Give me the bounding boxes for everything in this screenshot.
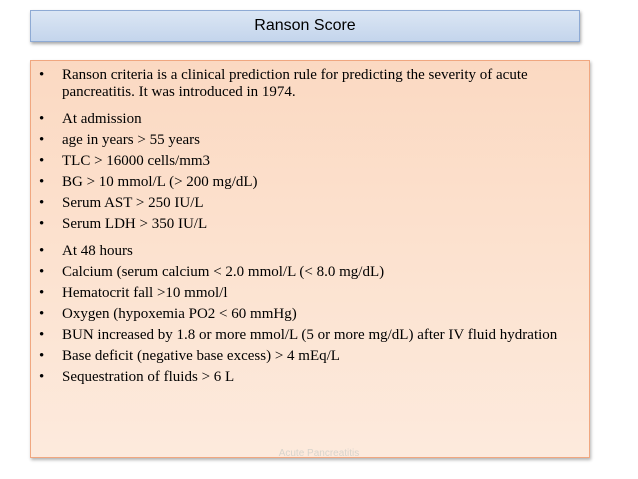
item-text: BG > 10 mmol/L (> 200 mg/dL) bbox=[62, 174, 258, 190]
item-text: At admission bbox=[62, 111, 142, 127]
content-box bbox=[30, 60, 590, 458]
bullet-icon: • bbox=[39, 195, 45, 211]
bullet-icon: • bbox=[39, 348, 45, 364]
item-text: Calcium (serum calcium < 2.0 mmol/L (< 8.0 mg/dL) bbox=[62, 264, 385, 280]
item-text: BUN increased by 1.8 or more mmol/L (5 or more mg/dL) after IV fluid hydration bbox=[62, 327, 558, 343]
list-item bbox=[39, 216, 579, 233]
bullet-icon: • bbox=[39, 111, 45, 127]
list-item bbox=[39, 67, 579, 101]
slide-title: Ranson Score bbox=[30, 10, 580, 42]
list-item bbox=[39, 369, 579, 386]
list-item bbox=[39, 153, 579, 170]
item-text: Serum LDH > 350 IU/L bbox=[62, 216, 208, 232]
bullet-icon: • bbox=[39, 327, 45, 343]
item-text: Serum AST > 250 IU/L bbox=[62, 195, 204, 211]
bullet-icon: • bbox=[39, 243, 45, 259]
item-text: Hematocrit fall >10 mmol/l bbox=[62, 285, 228, 301]
item-text: Ranson criteria is a clinical prediction rule for predicting the severity of acute pancreatitis. It was introduced in 1974. bbox=[62, 67, 528, 100]
bullet-icon: • bbox=[39, 174, 45, 190]
item-text: TLC > 16000 cells/mm3 bbox=[62, 153, 211, 169]
48-hours-group bbox=[39, 243, 579, 386]
list-item bbox=[39, 348, 579, 365]
item-text: Sequestration of fluids > 6 L bbox=[62, 369, 235, 385]
item-text: Oxygen (hypoxemia PO2 < 60 mmHg) bbox=[62, 306, 297, 322]
list-item bbox=[39, 174, 579, 191]
list-item bbox=[39, 285, 579, 302]
list-item bbox=[39, 111, 579, 128]
list-item bbox=[39, 243, 579, 260]
list-item bbox=[39, 195, 579, 212]
bullet-icon: • bbox=[39, 67, 45, 83]
item-text: At 48 hours bbox=[62, 243, 133, 259]
bullet-icon: • bbox=[39, 132, 45, 148]
list-item bbox=[39, 306, 579, 323]
bullet-icon: • bbox=[39, 264, 45, 280]
bullet-icon: • bbox=[39, 369, 45, 385]
intro-group bbox=[39, 67, 579, 101]
item-text: age in years > 55 years bbox=[62, 132, 200, 148]
bullet-icon: • bbox=[39, 285, 45, 301]
list-item bbox=[39, 132, 579, 149]
bullet-icon: • bbox=[39, 216, 45, 232]
bullet-icon: • bbox=[39, 153, 45, 169]
list-item bbox=[39, 264, 579, 281]
list-item bbox=[39, 327, 579, 344]
item-text: Base deficit (negative base excess) > 4 mEq/L bbox=[62, 348, 340, 364]
slide-footer: Acute Pancreatitis bbox=[278, 448, 360, 459]
admission-group bbox=[39, 111, 579, 233]
bullet-icon: • bbox=[39, 306, 45, 322]
